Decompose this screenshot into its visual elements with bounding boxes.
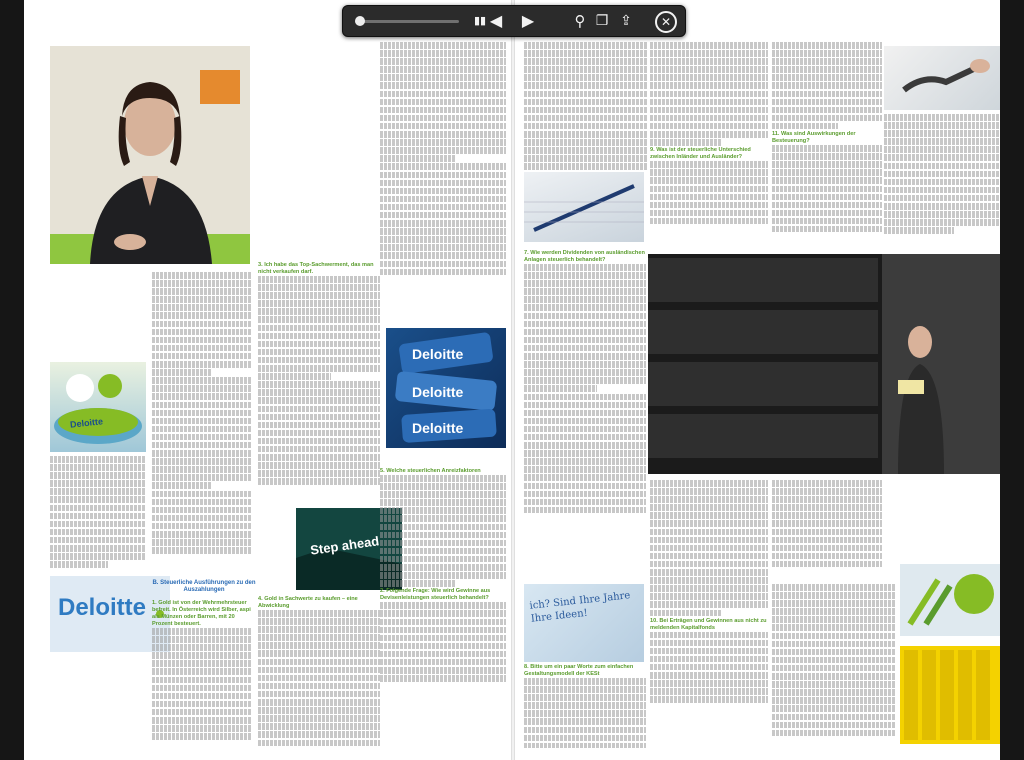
right-text-column-1 bbox=[524, 42, 648, 172]
right-frame bbox=[1000, 0, 1024, 760]
deloitte-card-text: Deloitte bbox=[412, 346, 464, 362]
heading-4: 5. Welche steuerlichen Anreizfaktoren bbox=[380, 468, 481, 474]
heading-r3: 8. Bitte um ein paar Worte zum einfachen Gestaltungsmodell der KESt bbox=[524, 664, 634, 677]
yellow-folders-photo bbox=[900, 646, 1000, 744]
heading-r2: 9. Was ist der steuerliche Unterschied zwischen Inländer und Ausländer? bbox=[650, 147, 751, 161]
heading-1: 1. Gold ist von der Wehrmehrsteuer befreit. In Österreich wird Silber, aspi als Münzen oder Barren, mit 20 Prozent besteuert. bbox=[152, 600, 251, 627]
heading-5: 2. Folgende Frage: Wie wird Gewinne aus Devisenleistungen steuerlich behandelt? bbox=[380, 588, 491, 602]
handshake-photo bbox=[884, 46, 1000, 110]
share-icon[interactable]: ⇪ bbox=[620, 13, 632, 29]
heading-r4: 10. Bei Erträgen und Gewinnen aus nicht zu meldenden Kapitalfonds bbox=[650, 617, 767, 631]
left-text-column-3-bottom bbox=[380, 468, 506, 748]
right-text-column-4 bbox=[884, 114, 1000, 250]
yellow-folders-illustration bbox=[900, 646, 1000, 744]
ball-illustration bbox=[50, 362, 146, 452]
portrait-illustration bbox=[50, 46, 250, 264]
left-text-column-3-top bbox=[380, 42, 506, 324]
left-text-column-2-bottom bbox=[258, 596, 380, 748]
deloitte-cards-photo bbox=[386, 328, 506, 448]
left-text-column-1 bbox=[152, 272, 252, 562]
sign-text: ich? Sind Ihre Jahre Ihre Ideen! bbox=[529, 590, 631, 625]
left-text-column-1-bottom bbox=[152, 600, 252, 746]
right-text-column-3-lower bbox=[772, 584, 896, 748]
close-icon[interactable]: ✕ bbox=[655, 11, 677, 33]
step-ahead-text: Step ahead bbox=[309, 533, 381, 558]
grid-view-icon[interactable]: ▮▮ bbox=[473, 14, 487, 27]
page-slider-knob[interactable] bbox=[355, 16, 365, 26]
left-text-column-2 bbox=[258, 262, 380, 506]
right-text-column-3 bbox=[772, 42, 882, 252]
reader-toolbar bbox=[342, 5, 686, 37]
heading-2: 3. Ich habe das Top-Sachwerment, das man nicht verkaufen darf. bbox=[258, 262, 374, 275]
right-text-column-2 bbox=[650, 42, 768, 242]
right-text-column-1-bottom bbox=[524, 664, 646, 748]
pen-paper-photo bbox=[524, 172, 644, 242]
search-icon[interactable]: ⚲ bbox=[574, 12, 586, 30]
portrait-photo bbox=[50, 46, 250, 264]
left-text-column-left-bottom bbox=[50, 456, 146, 568]
bookmarks-icon[interactable]: ❐ bbox=[595, 13, 609, 29]
heading-r1: 7. Wie werden Dividenden von ausländischen Anlagen steuerlich behandelt? bbox=[524, 250, 645, 263]
right-text-column-1-mid bbox=[524, 250, 646, 580]
pen-illustration bbox=[524, 172, 644, 242]
sign-photo bbox=[524, 584, 644, 662]
page-gutter bbox=[511, 0, 515, 760]
archive-illustration bbox=[648, 254, 1000, 474]
left-frame bbox=[0, 0, 24, 760]
magazine-spread bbox=[24, 0, 1000, 760]
page-slider[interactable] bbox=[355, 20, 459, 23]
right-text-column-3-bottom bbox=[772, 480, 882, 576]
ball-logo-photo bbox=[50, 362, 146, 452]
right-text-column-2-bottom bbox=[650, 480, 768, 748]
ball-logo-text: Deloitte bbox=[69, 416, 104, 430]
deloitte-card-text: Deloitte bbox=[412, 420, 464, 436]
deloitte-card-text: Deloitte bbox=[412, 384, 464, 400]
heading-3: 4. Gold in Sachwerte zu kaufen – eine Abwicklung bbox=[258, 596, 358, 609]
deloitte-logo: Deloitte bbox=[58, 594, 147, 621]
green-figure-photo bbox=[900, 564, 1000, 636]
previous-page-icon[interactable]: ◀ bbox=[489, 11, 503, 30]
section-heading: B. Steuerliche Ausführungen zu den Auszahlungen bbox=[152, 580, 256, 593]
handshake-illustration bbox=[884, 46, 1000, 110]
next-page-icon[interactable]: ▶ bbox=[521, 11, 535, 30]
heading-r5: 11. Was sind Auswirkungen der Besteuerung? bbox=[772, 131, 856, 145]
green-figure-illustration bbox=[900, 564, 1000, 636]
archive-photo bbox=[648, 254, 1000, 474]
